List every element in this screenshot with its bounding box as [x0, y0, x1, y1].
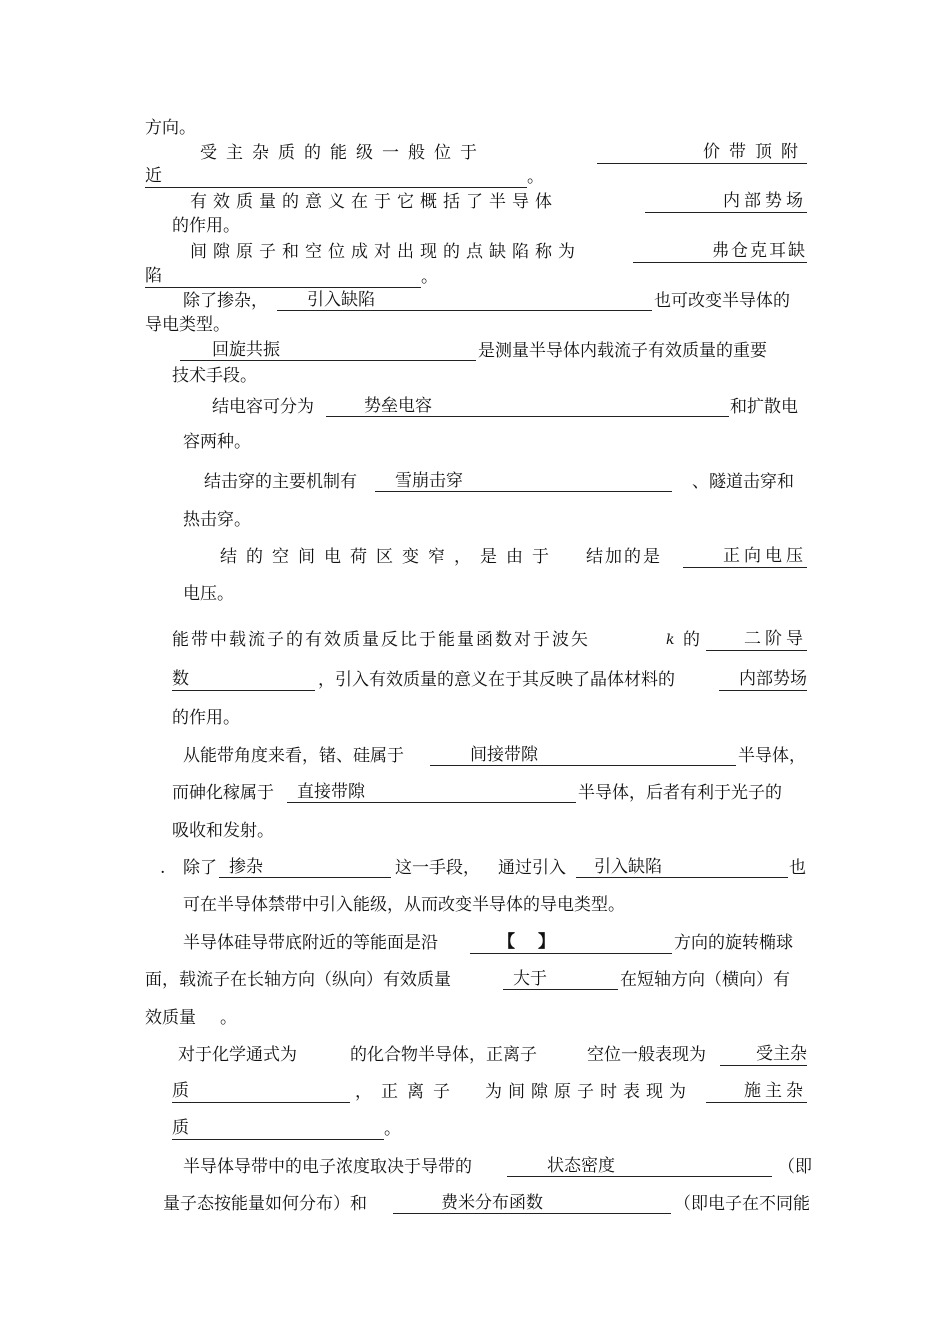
text-line: 方向。 [145, 118, 196, 138]
text-line: 的 [683, 630, 700, 650]
question-text: 结击穿的主要机制有 [204, 472, 357, 492]
text-line: 吸收和发射。 [172, 821, 274, 841]
answer-blank: 弗仓克耳缺 [633, 240, 807, 263]
text-line: 热击穿。 [183, 510, 251, 530]
text-line: 。 [384, 1119, 401, 1139]
answer-blank: 价带顶附 [597, 141, 807, 164]
text-line: 导电类型。 [145, 315, 230, 335]
text-line: 是测量半导体内载流子有效质量的重要 [478, 341, 767, 361]
text-line: 量子态按能量如何分布）和 [163, 1194, 367, 1214]
text-line: 通过引入 [498, 858, 566, 878]
answer-blank: 费米分布函数 [393, 1192, 671, 1214]
question-text: 间隙原子和空位成对出现的点缺陷称为 [190, 242, 581, 262]
text-line: 半导体，后者有利于光子的 [578, 783, 782, 803]
text-line: 面，载流子在长轴方向（纵向）有效质量 [145, 970, 451, 990]
question-text: 半导体硅导带底附近的等能面是沿 [183, 933, 438, 953]
answer-blank: 回旋共振 [180, 339, 476, 361]
text-line: ，正离子 [355, 1082, 459, 1102]
bracket-close: 】 [538, 932, 555, 952]
text-line: 的化合物半导体，正离子 [350, 1045, 537, 1065]
question-text: 对于化学通式为 [178, 1045, 297, 1065]
text-line: 和扩散电 [730, 397, 798, 417]
question-text: 有效质量的意义在于它概括了半导体 [190, 192, 558, 212]
answer-blank: 大于 [503, 968, 618, 990]
answer-blank: 受主杂 [720, 1043, 807, 1066]
text-line: 在短轴方向（横向）有 [620, 970, 790, 990]
answer-blank: 施主杂 [706, 1080, 807, 1103]
question-text: 结电容可分为 [212, 397, 314, 417]
text-line: . [160, 858, 166, 878]
text-line: 的作用。 [172, 216, 240, 236]
answer-blank: 内部势场 [719, 668, 807, 691]
text-line: 空位一般表现为 [587, 1045, 706, 1065]
text-line: 、隧道击穿和 [692, 472, 794, 492]
answer-blank: 雪崩击穿 [375, 470, 672, 492]
text-line: k [666, 632, 675, 648]
text-line: 也可改变半导体的 [654, 291, 790, 311]
answer-blank: 掺杂 [219, 856, 391, 878]
text-line: 容两种。 [183, 432, 251, 452]
answer-blank [470, 931, 672, 954]
answer-blank: 内部势场 [645, 190, 807, 213]
text-line: 技术手段。 [172, 366, 257, 386]
text-line: （即电子在不同能 [674, 1194, 810, 1214]
answer-blank: 间接带隙 [430, 744, 736, 766]
text-line: 方向的旋转椭球 [674, 933, 793, 953]
text-line: 的作用。 [172, 708, 240, 728]
question-text: 受主杂质的能级一般位于 [200, 143, 486, 163]
question-text: 能带中载流子的有效质量反比于能量函数对于波矢 [172, 630, 590, 650]
answer-blank: 质 [172, 1080, 350, 1103]
answer-blank: 引入缺陷 [277, 289, 652, 311]
text-line: 效质量 [145, 1008, 196, 1028]
text-line: 。 [421, 267, 438, 287]
question-text: 除了掺杂， [183, 291, 268, 311]
answer-blank: 势垒电容 [326, 395, 729, 417]
answer-blank: 直接带隙 [287, 781, 576, 803]
text-line: 这一手段， [395, 858, 480, 878]
answer-blank: 数 [172, 668, 315, 691]
bracket-open: 【 [498, 932, 515, 952]
text-line: 电压。 [183, 584, 234, 604]
text-line: 半导体， [738, 746, 806, 766]
text-line: ，引入有效质量的意义在于其反映了晶体材料的 [318, 670, 675, 690]
answer-blank: 引入缺陷 [576, 856, 788, 878]
text-line: 为间隙原子时表现为 [485, 1082, 692, 1102]
question-text: 半导体导带中的电子浓度取决于导带的 [183, 1157, 472, 1177]
answer-blank: 近 [145, 165, 527, 188]
question-text: 除了 [183, 858, 217, 878]
text-line: 结加的是 [586, 547, 662, 567]
answer-blank: 正向电压 [683, 545, 807, 568]
question-text: 从能带角度来看，锗、硅属于 [183, 746, 404, 766]
answer-blank: 质 [172, 1117, 384, 1140]
answer-blank: 状态密度 [507, 1155, 772, 1177]
text-line: 可在半导体禁带中引入能级，从而改变半导体的导电类型。 [183, 895, 625, 915]
text-line: 。 [220, 1008, 237, 1028]
answer-blank: 陷 [145, 265, 421, 288]
text-line: 也 [789, 858, 806, 878]
text-line: （即 [778, 1157, 812, 1177]
answer-blank: 二阶导 [706, 628, 807, 651]
question-text: 结的空间电荷区变窄，是由于 [220, 547, 558, 567]
text-line: 而砷化稼属于 [172, 783, 274, 803]
text-line: 。 [527, 167, 544, 187]
